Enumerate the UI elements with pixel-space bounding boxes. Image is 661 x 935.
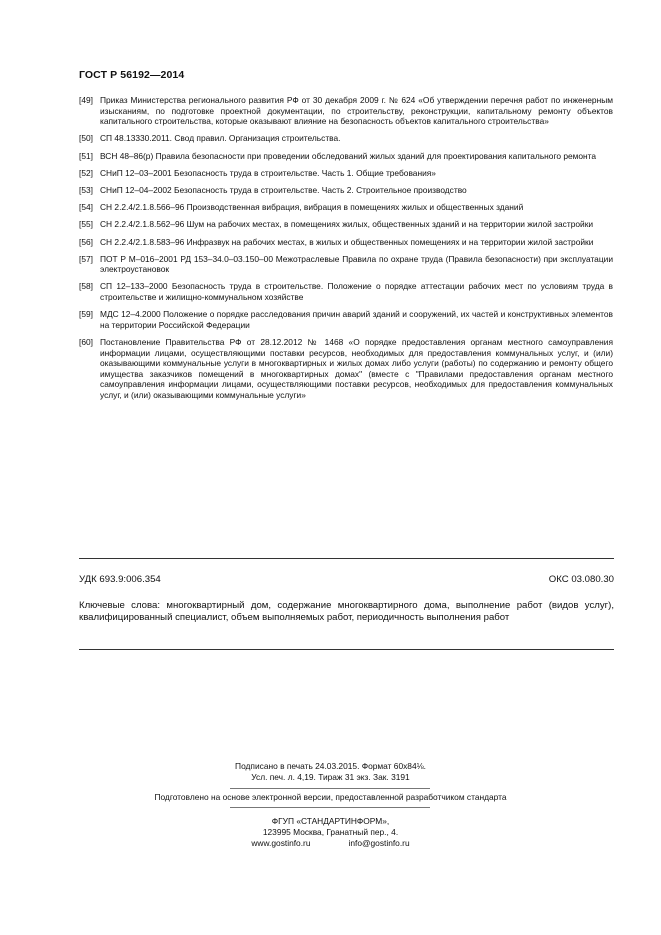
reference-number: [58]: [79, 281, 93, 292]
reference-item: [79, 219, 613, 230]
references-list: [79, 95, 613, 407]
reference-item: [79, 309, 613, 330]
reference-item: [79, 151, 613, 162]
reference-item: [79, 185, 613, 196]
reference-number: [50]: [79, 133, 93, 144]
reference-item: [79, 337, 613, 401]
reference-number: [59]: [79, 309, 93, 320]
reference-text: СН 2.2.4/2.1.8.566–96 Производственная вибрация, вибрация в помещениях жилых и общественных зданий: [100, 202, 524, 213]
udk-code: УДК 693.9:006.354: [79, 574, 161, 585]
reference-item: [79, 254, 613, 275]
reference-text: Постановление Правительства РФ от 28.12.2012 № 1468 «О порядке предоставления органам местного самоуправления информации лицами, осуществляющими поставки ресурсов, необходимых для предоставления коммунальных услуг, и (или) оказывающими коммунальные услуги в многоквартирных и жилых домах либо услуги (работы) по содержанию и ремонту общего имущества заказчиков помещений в многоквартирных домах" (вместе с "Правилами предоставления органам местного самоуправления информации лицами, осуществляющими поставки ресурсов, необходимых для предоставления коммунальных услуг, и (или) оказывающими коммунальные услуги»: [100, 337, 613, 400]
divider-top: [79, 558, 614, 559]
reference-text: СНиП 12–03–2001 Безопасность труда в строительстве. Часть 1. Общие требования»: [100, 167, 436, 178]
reference-number: [54]: [79, 202, 93, 213]
reference-text: СП 48.13330.2011. Свод правил. Организация строительства.: [100, 133, 341, 144]
imprint-divider-1: [230, 788, 430, 789]
reference-text: СН 2.2.4/2.1.8.583–96 Инфразвук на рабочих местах, в жилых и общественных помещениях и на территории жилой застройки: [100, 236, 594, 247]
divider-bottom: [79, 649, 614, 650]
document-header: ГОСТ Р 56192—2014: [79, 69, 185, 81]
reference-text: Приказ Министерства регионального развития РФ от 30 декабря 2009 г. № 624 «Об утверждении перечня работ по инженерным изысканиям, по подготовке проектной документации, по строительству, реконструкции, капитальному ремонту объектов капитального строительства, которые оказывают влияние на безопасность объектов капитального строительства»: [100, 95, 613, 127]
reference-text: МДС 12–4.2000 Положение о порядке расследования причин аварий зданий и сооружений, их частей и конструктивных элементов на территории Российской Федерации: [100, 309, 613, 330]
reference-number: [51]: [79, 150, 93, 161]
publisher-email[interactable]: info@gostinfo.ru: [348, 838, 410, 848]
reference-item: [79, 95, 613, 127]
reference-text: СНиП 12–04–2002 Безопасность труда в строительстве. Часть 2. Строительное производство: [100, 184, 467, 195]
reference-number: [60]: [79, 337, 93, 348]
publisher-address: 123995 Москва, Гранатный пер., 4.: [262, 827, 399, 837]
imprint-signed: Подписано в печать 24.03.2015. Формат 60x84⅛.: [235, 761, 426, 771]
reference-text: СП 12–133–2000 Безопасность труда в строительстве. Положение о порядке аттестации рабочих мест по условиям труда в строительстве и жилищно-коммунальном хозяйстве: [100, 281, 613, 303]
reference-number: [55]: [79, 219, 93, 230]
reference-number: [53]: [79, 184, 93, 195]
publisher-website[interactable]: www.gostinfo.ru: [251, 838, 311, 848]
reference-item: [79, 133, 613, 144]
reference-text: ПОТ Р М–016–2001 РД 153–34.0–03.150–00 Межотраслевые Правила по охране труда (Правила безопасности) при эксплуатации электроустановок: [100, 253, 613, 275]
reference-item: [79, 281, 613, 302]
keywords-label: Ключевые слова:: [79, 600, 161, 611]
imprint-block: [0, 761, 661, 783]
reference-number: [57]: [79, 253, 93, 264]
reference-item: [79, 202, 613, 213]
keywords-paragraph: [79, 600, 614, 625]
oks-code: ОКС 03.080.30: [548, 574, 614, 585]
reference-number: [56]: [79, 236, 93, 247]
keywords-text: многоквартирный дом, содержание многоквартирного дома, выполнение работ (видов услуг), квалифицированный специалист, объем выполняемых работ, периодичность выполнения работ: [79, 600, 615, 624]
imprint-prepared: Подготовлено на основе электронной версии, предоставленной разработчиком стандарта: [154, 792, 507, 802]
reference-number: [49]: [79, 95, 93, 105]
reference-item: [79, 168, 613, 179]
reference-number: [52]: [79, 167, 93, 178]
reference-item: [79, 237, 613, 248]
reference-text: ВСН 48–86(р) Правила безопасности при проведении обследований жилых зданий для проектирования капитального ремонта: [100, 150, 597, 161]
reference-text: СН 2.2.4/2.1.8.562–96 Шум на рабочих местах, в помещениях жилых, общественных зданий и на территории жилой застройки: [100, 219, 594, 230]
publisher-block: [0, 816, 661, 849]
imprint-sheets: Усл. печ. л. 4,19. Тираж 31 экз. Зак. 3191: [251, 772, 410, 782]
publisher-name: ФГУП «СТАНДАРТИНФОРМ»,: [271, 816, 390, 826]
publisher-contacts: [0, 838, 661, 849]
imprint-divider-2: [230, 807, 430, 808]
